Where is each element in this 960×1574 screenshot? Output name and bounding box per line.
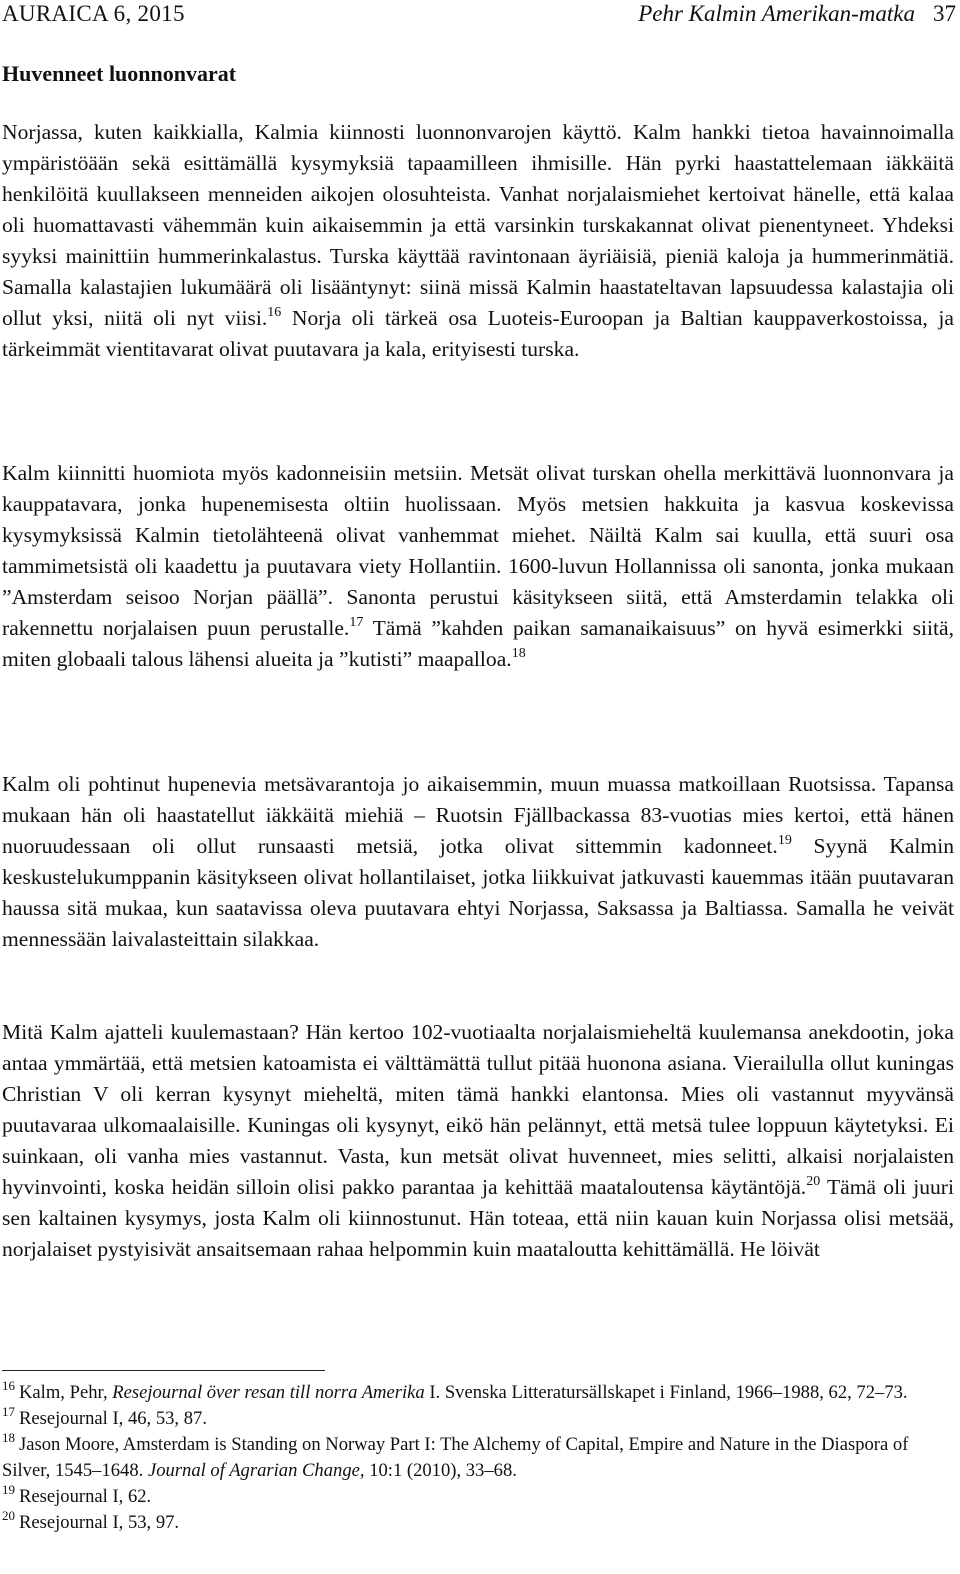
- footnote-ref: 20: [806, 1174, 821, 1189]
- footnote-text: Kalm, Pehr,: [19, 1382, 113, 1403]
- footnote-text: Resejournal I, 62.: [19, 1486, 152, 1507]
- footnote-20: [2, 1510, 954, 1536]
- body-paragraph-3: [2, 769, 954, 955]
- footnote-ref: 19: [777, 833, 792, 848]
- footnote-17: [2, 1406, 954, 1432]
- running-title: Pehr Kalmin Amerikan-matka: [638, 1, 915, 26]
- page-number: 37: [933, 1, 956, 26]
- paragraph-text: Kalm oli pohtinut hupenevia metsävarantoja jo aikaisemmin, muun muassa matkoillaan Ruotsissa. Tapansa mukaan hän oli haastatellut iäkkäitä miehiä – Ruotsin Fjällbackassa 83-vuotias mies kertoi, että hänen nuoruudessaan oli ollut runsaasti metsiä, jotka olivat sittemmin kadonneet.: [2, 772, 954, 858]
- footnotes: [2, 1380, 954, 1536]
- footnote-number: 16: [2, 1378, 15, 1393]
- running-header: [2, 0, 956, 30]
- footnote-title-italic: Resejournal över resan till norra Amerika: [112, 1382, 425, 1403]
- paragraph-text: Norja oli tärkeä osa Luoteis-Euroopan ja Baltian kauppaverkostoissa, ja tärkeimmät vientitavarat olivat puutavara ja kala, erityisesti turska.: [2, 306, 954, 361]
- footnote-text: Resejournal I, 46, 53, 87.: [19, 1408, 207, 1429]
- footnote-19: [2, 1484, 954, 1510]
- journal-issue: AURAICA 6, 2015: [2, 1, 185, 26]
- running-title-group: [638, 0, 956, 28]
- footnote-18: [2, 1432, 954, 1484]
- paragraph-text: Mitä Kalm ajatteli kuulemastaan? Hän kertoo 102-vuotiaalta norjalaismieheltä kuulemansa anekdootin, joka antaa ymmärtää, että metsien katoamista ei välttämättä tullut pitää huonona asiana. Vierailulla ollut kuningas Christian V oli kerran kysynyt mieheltä, miten tämä hankki elantonsa. Mies oli vastannut myyvänsä puutavaraa ulkomaalaisille. Kuningas oli kysynyt, eikö hän pelännyt, että metsä tulee loppuun käytetyksi. Ei suinkaan, oli vanha mies vastannut. Vasta, kun metsät olivat huvenneet, mies selitti, alkaisi norjalaisten hyvinvointi, koska heidän silloin olisi pakko parantaa ja kehittää maataloutensa käytäntöjä.: [2, 1020, 954, 1199]
- body-paragraph-1: [2, 117, 954, 365]
- footnote-16: [2, 1380, 954, 1406]
- footnote-text: Resejournal I, 53, 97.: [19, 1512, 180, 1533]
- paragraph-text: Kalm kiinnitti huomiota myös kadonneisiin metsiin. Metsät olivat turskan ohella merkittävä luonnonvara ja kauppatavara, jonka hupenemisesta oltiin huolissaan. Myös metsien hakkuita ja kasvua koskevissa kysymyksissä Kalmin tietolähteenä olivat vanhemmat miehet. Näiltä Kalm sai kuulla, että suuri osa tammimetsistä oli kaadettu ja puutavara viety Hollantiin. 1600-luvun Hollannissa oli sanonta, jonka mukaan ”Amsterdam seisoo Norjan päällä”. Sanonta perustui käsitykseen siitä, että Amsterdamin telakka oli rakennettu norjalaisen puun perustalle.: [2, 461, 954, 640]
- paragraph-text: Tämä ”kahden paikan samanaikaisuus” on hyvä esimerkki siitä, miten globaali talous lähensi alueita ja ”kutisti” maapalloa.: [2, 616, 955, 671]
- footnote-number: 17: [2, 1404, 15, 1419]
- paragraph-text: Tämä oli juuri sen kaltainen kysymys, josta Kalm oli kiinnostunut. Hän toteaa, että niin kauan kuin Norjassa olisi metsää, norjalaiset pystyisivät ansaitsemaan rahaa helpommin kuin maataloutta kehittämällä. He löivät: [2, 1175, 954, 1261]
- paragraph-text: Syynä Kalmin keskustelukumppanin käsitykseen olivat hollantilaiset, jotka liikkuivat jatkuvasti kauemmas itään puutavaran haussa sitä mukaa, kun saatavissa oleva puutavara ehtyi Norjassa, Saksassa ja Baltiassa. Samalla he veivät mennessään laivalasteittain silakkaa.: [2, 834, 954, 951]
- footnote-number: 19: [2, 1482, 15, 1497]
- footnote-text: , 10:1 (2010), 33–68.: [359, 1460, 517, 1481]
- footnote-text: I. Svenska Litteratursällskapet i Finland, 1966–1988, 62, 72–73.: [424, 1382, 908, 1403]
- footnote-number: 18: [2, 1430, 15, 1445]
- footnote-text: Jason Moore, Amsterdam is Standing on Norway Part I: The Alchemy of Capital, Empire and Nature in the Diaspora of Silver, 1545–1648.: [2, 1434, 909, 1481]
- body-paragraph-2: [2, 458, 954, 675]
- footnote-ref: 17: [349, 615, 364, 630]
- footnote-ref: 16: [267, 305, 282, 320]
- footnote-ref: 18: [511, 646, 526, 661]
- footnote-number: 20: [2, 1508, 15, 1523]
- footnote-separator: [2, 1370, 325, 1371]
- paragraph-text: Norjassa, kuten kaikkialla, Kalmia kiinnosti luonnonvarojen käyttö. Kalm hankki tietoa havainnoimalla ympäristöään sekä esittämällä kysymyksiä tapaamilleen ihmisille. Hän pyrki haastattelemaan iäkkäitä henkilöitä kuullakseen menneiden aikojen olosuhteista. Vanhat norjalaismiehet kertoivat hänelle, että kalaa oli huomattavasti vähemmän kuin aikaisemmin ja että varsinkin turskakannat olivat pienentyneet. Yhdeksi syyksi mainittiin hummerinkalastus. Turska käyttää ravintonaan äyriäisiä, pieniä kaloja ja hummerinmätiä. Samalla kalastajien lukumäärä oli lisääntynyt: siinä missä Kalmin haastateltavan lapsuudessa kalastajia oli ollut yksi, niitä oli nyt viisi.: [2, 120, 954, 330]
- footnote-title-italic: Journal of Agrarian Change: [147, 1460, 360, 1481]
- body-paragraph-4: [2, 1017, 954, 1265]
- section-heading: Huvenneet luonnonvarat: [2, 61, 237, 86]
